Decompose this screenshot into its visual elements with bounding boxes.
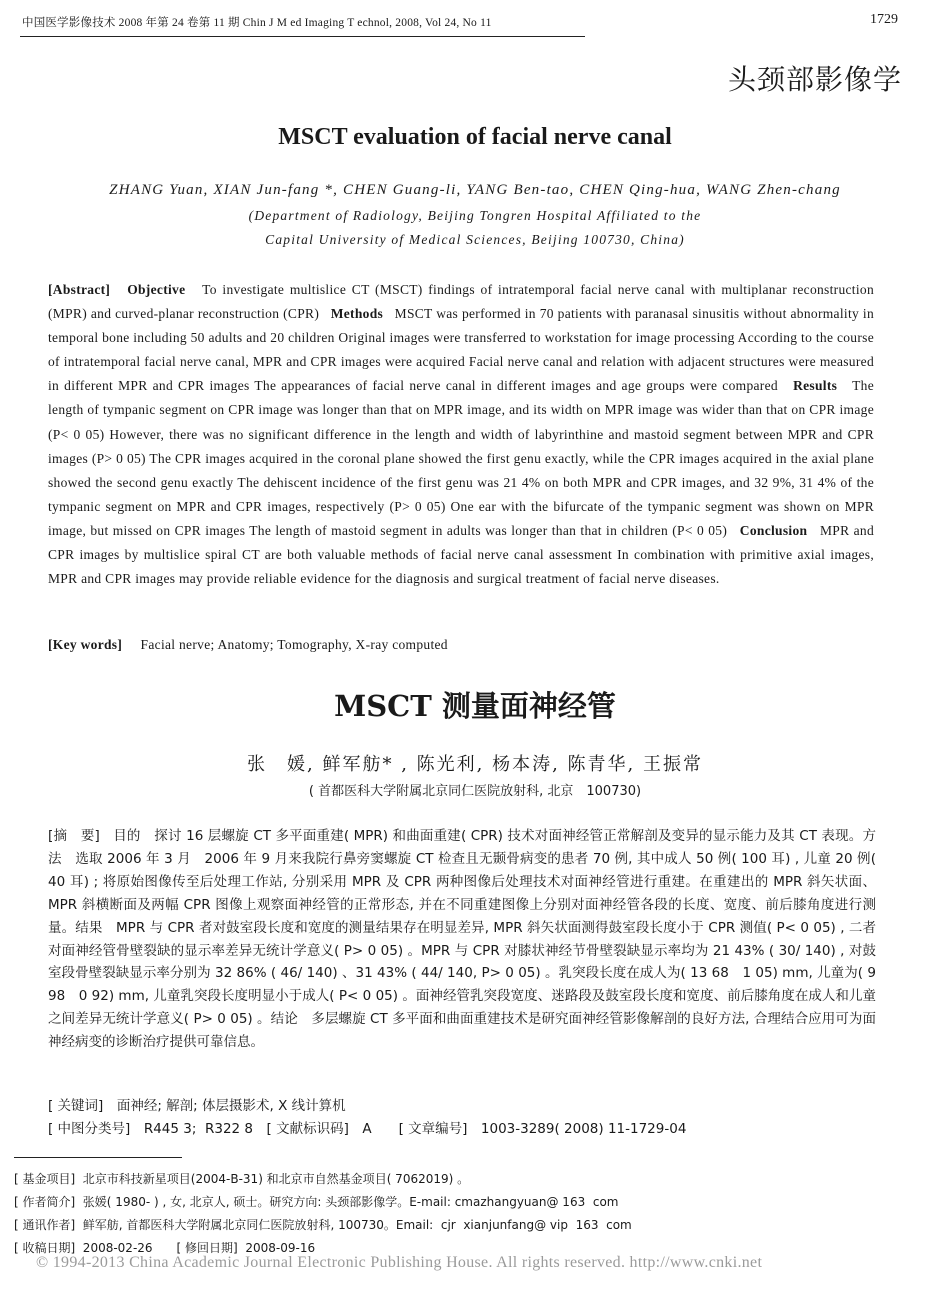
chinese-title: MSCT 测量面神经管 <box>334 689 616 723</box>
chinese-keywords: [ 关键词] 面神经; 解剖; 体层摄影术, X 线计算机 <box>48 1098 346 1114</box>
methods-label: Methods <box>330 306 384 322</box>
chinese-abstract <box>48 825 876 1054</box>
objective-text: To investigate multislice CT (MSCT) findings of intratemporal facial nerve canal with multiplanar reconstruction (MPR) and curved-planar reconstruction (CPR) <box>48 282 874 322</box>
footnote-rule <box>14 1157 182 1158</box>
abstract-label: [Abstract] <box>48 282 111 297</box>
english-affiliation-line2: Capital University of Medical Sciences, Beijing 100730, China) <box>265 232 685 247</box>
methods-text: MSCT was performed in 70 patients with paranasal sinusitis without abnormality in temporal bone including 50 adults and 20 children Original images were transferred to workstation for image processing According to the course of intratemporal facial nerve canal, MPR and CPR images were acquired Facial nerve canal and relation with adjacent structures were measured in different MPR and CPR images The appearances of facial nerve canal in different images and age groups were compared <box>48 306 875 394</box>
section-label: 头颈部影像学 <box>727 63 902 96</box>
chinese-abstract-label: [摘 要] <box>48 828 100 844</box>
footnote-correspondence: [ 通讯作者] 鲜军舫, 首都医科大学附属北京同仁医院放射科, 100730。Email: cjr xianjunfang@ vip 163 com <box>14 1218 632 1232</box>
results-label: Results <box>793 378 838 394</box>
english-title: MSCT evaluation of facial nerve canal <box>278 124 672 150</box>
keywords-label: [Key words] <box>48 637 123 652</box>
objective-label: Objective <box>127 282 186 297</box>
header-rule <box>20 36 585 37</box>
running-header: 中国医学影像技术 2008 年第 24 卷第 11 期 Chin J M ed Imaging T echnol, 2008, Vol 24, No 11 <box>22 17 492 29</box>
results-text: The length of tympanic segment on CPR image was longer than that on MPR image, and its width on MPR image was wider than that on CPR image (P< 0 05) However, there was no significant difference in the length and width of labyrinthine and mastoid segment between MPR and CPR images (P> 0 05) The CPR images acquired in the coronal plane showed the first genu exactly, while the CPR images acquired in the axial plane showed the second genu exactly The dehiscent incidence of the first genu was 21 4% on both MPR and CPR images, and 32 9%, 31 4% of the tympanic segment on MPR and CPR images, respectively (P> 0 05) One ear with the bifurcate of the tympanic segment was shown on MPR image, but missed on CPR images The length of mastoid segment in adults was longer than that in children (P< 0 05) <box>48 378 875 538</box>
footnote-fund: [ 基金项目] 北京市科技新星项目(2004-B-31) 和北京市自然基金项目( 7062019) 。 <box>14 1172 470 1186</box>
footnote-dates: [ 收稿日期] 2008-02-26 [ 修回日期] 2008-09-16 <box>14 1241 316 1255</box>
copyright-watermark: © 1994-2013 China Academic Journal Electronic Publishing House. All rights reserved. http://www.cnki.net <box>36 1254 763 1271</box>
english-authors: ZHANG Yuan, XIAN Jun-fang *, CHEN Guang-li, YANG Ben-tao, CHEN Qing-hua, WANG Zhen-chang <box>109 182 841 198</box>
page-number: 1729 <box>870 12 898 27</box>
english-affiliation-line1: (Department of Radiology, Beijing Tongren Hospital Affiliated to the <box>248 208 702 223</box>
keywords-text: Facial nerve; Anatomy; Tomography, X-ray computed <box>140 637 448 652</box>
chinese-authors: 张 媛, 鲜军舫* , 陈光利, 杨本涛, 陈青华, 王振常 <box>247 754 703 775</box>
footnote-author-info: [ 作者简介] 张媛( 1980- ) , 女, 北京人, 硕士。研究方向: 头颈部影像学。E-mail: cmazhangyuan@ 163 com <box>14 1195 619 1209</box>
english-keywords <box>48 637 448 653</box>
classification-line: [ 中图分类号] R445 3; R322 8 [ 文献标识码] A [ 文章编号] 1003-3289( 2008) 11-1729-04 <box>48 1121 687 1137</box>
conclusion-label: Conclusion <box>739 522 808 538</box>
chinese-abstract-text: 目的 探讨 16 层螺旋 CT 多平面重建( MPR) 和曲面重建( CPR) 技术对面神经管正常解剖及变异的显示能力及其 CT 表现。方法 选取 2006 年 3 月 2006 年 9 月来我院行鼻旁窦螺旋 CT 检查且无颞骨病变的患者 70 例, 其中成人 50 例( 100 耳) , 儿童 20 例( 40 耳) ; 将原始图像传至后处理工作站, 分别采用 MPR 及 CPR 两种图像后处理技术对面神经管进行重建。在重建出的 MPR 斜矢状面、MPR 斜横断面及两幅 CPR 图像上观察面神经管的正常形态, 并在不同重建图像上分别对面神经管各段的长度、宽度、前后膝角度进行测量。结果 MPR 与 CPR 者对鼓室段长度和宽度的测量结果存在明显差异, MPR 斜矢状面测得鼓室段长度小于 CPR 测值( P< 0 05) , 二者对面神经管骨壁裂缺的显示率差异无统计学意义( P> 0 05) 。MPR 与 CPR 对膝状神经节骨壁裂缺显示率均为 21 43% ( 30/ 140) , 对鼓室段骨壁裂缺显示率分别为 32 86% ( 46/ 140) 、31 43% ( 44/ 140, P> 0 05) 。乳突段长度在成人为( 13 68 1 05) mm, 儿童为( 9 98 0 92) mm, 儿童乳突段长度明显小于成人( P< 0 05) 。面神经管乳突段宽度、迷路段及鼓室段长度和宽度、前后膝角度在成人和儿童之间差异无统计学意义( P> 0 05) 。结论 多层螺旋 CT 多平面和曲面重建技术是研究面神经管影像解剖的良好方法, 合理结合应用可为面神经病变的诊断治疗提供可靠信息。 <box>48 828 876 1051</box>
conclusion-text: MPR and CPR images by multislice spiral CT are both valuable methods of facial nerve canal assessment In combination with primitive axial images, MPR and CPR images may provide reliable evidence for the diagnosis and surgical treatment of facial nerve diseases. <box>48 522 874 587</box>
english-abstract <box>48 278 874 591</box>
chinese-affiliation: ( 首都医科大学附属北京同仁医院放射科, 北京 100730) <box>308 784 642 799</box>
